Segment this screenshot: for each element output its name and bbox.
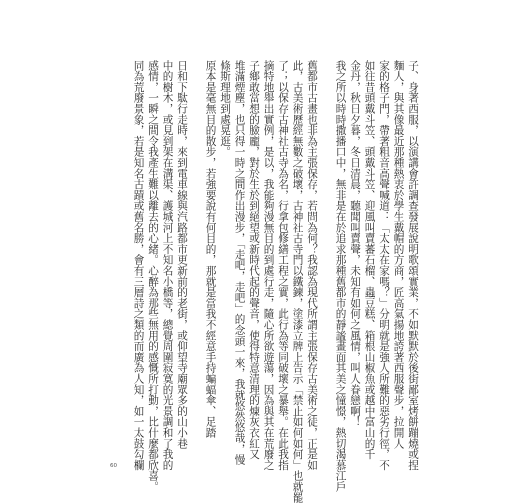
text-column: 了；以保存古神社古寺為名，行拿包修繕工程之實，此行為等同破壞之暴舉。在此我指 <box>277 60 289 471</box>
text-column: 感情，一瞬之間令我產生難以離去的心緒。心醉為那些無用的感慨所打動，比什麼都欣喜。 <box>147 60 159 492</box>
text-column: 此，古美術歷經無數之破壞，古神社古寺門以鐵鍊，塗漆立牌上告示「禁止如何如何」也就罷 <box>291 60 304 503</box>
text-column: 中的樹木，或見到架在溝渠、護城河上不知名小橋等，總覺周圍寂寞的光景調和了我的 <box>161 60 174 471</box>
text-column: 舊都市古畫也非為主張保存，若問為何？我認為現代所謂主張保存古美術之徒，正是如 <box>306 60 318 471</box>
text-column: 條斯理地到處晃逛。 <box>219 60 231 158</box>
text-column: 家的格子門，帶著粗音高聲喊道：「太太在家嗎？」分明就是強人所難的惡劣行徑，不 <box>378 60 390 471</box>
text-column: 原本是毫無目的散步，若強要說有何目的，那就是當我不經意手持蝙蝠傘、足踏 <box>204 60 217 438</box>
text-column: 日和下駄行走時，來到電車線與汽路都市更新前的老街，或仰望寺廟眾多的山小巷 <box>176 60 188 449</box>
text-column: 摘特地舉出實例，是以，我能夠漫無目的到處行走，隨心所欲遊蕩，因為與其在荒廢之 <box>262 60 275 471</box>
text-column: 同為荒廢景象，若是知名古蹟或舊名勝，會有三層詩之類的而廣為人知，如一太鼓勾欄 <box>132 60 145 471</box>
text-column: 我之所以時時撒播口中，無非是在於追求那種舊都市的靜謐畫面其美之憧憬，熱切渴慕江戶 <box>334 60 347 492</box>
text-column: 金丹，秋日夕暮，冬日清晨，聽聞叫賣聲，未知有如何之風情，叫人眷戀啊！ <box>349 60 361 428</box>
text-column: 子、身著西服，以演講會許調查發展說明歌頌實業，不如默默於後街鄙室烤餅蹦燒或捏 <box>407 60 419 471</box>
text-column: 如往昔頭戴斗笠、頭戴斗笠、迎風叫賣蕃石榴、蟲豆糕、箱根山椒魚或越中富山的千 <box>363 60 376 460</box>
body-text <box>117 60 420 503</box>
text-column: 子鄉敢當想的臉龐，對於生於到絕望或新時代起的聲音，使得特意清理的煉灰衣紅又 <box>248 60 260 460</box>
text-column: 麵人，與其像最近那種熱衷於學生戴帽的方商，匠高氣揚地誇著西服聲步，拉開人 <box>392 60 405 449</box>
text-column: 堆滿煙塵，也只得一時之間作出漫步，「走吧，走吧」的念頭一來，我就悠然悠哉，慢 <box>233 60 246 466</box>
page-number: 60 <box>110 463 117 469</box>
